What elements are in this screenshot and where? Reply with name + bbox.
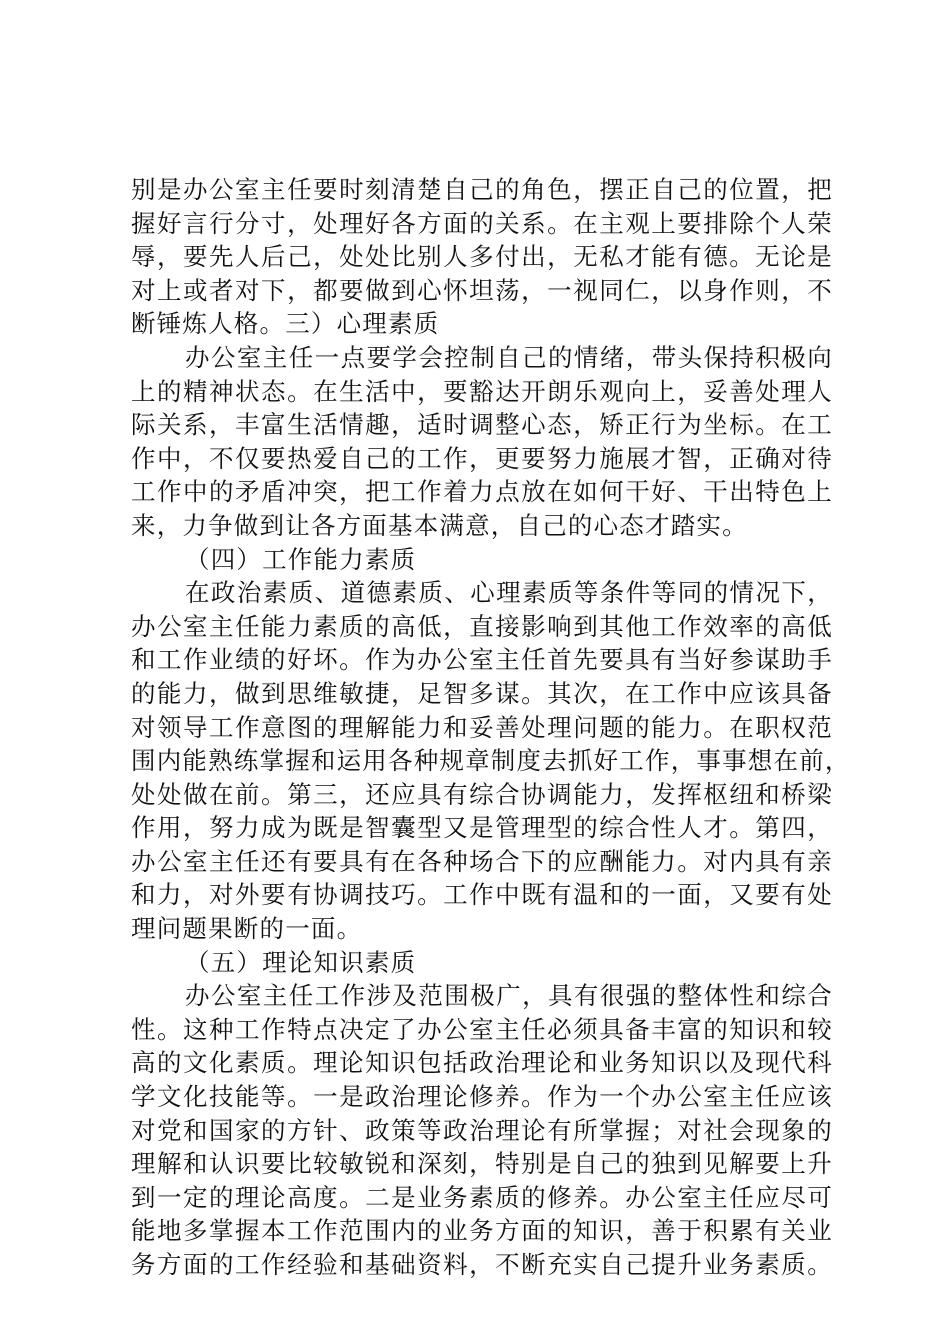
text-line: 对领导工作意图的理解能力和妥善处理问题的能力。在职权范 — [131, 712, 833, 742]
text-line: 理问题果断的一面。 — [131, 914, 363, 944]
text-line: 来，力争做到让各方面基本满意，自己的心态才踏实。 — [131, 510, 748, 540]
text-line: 际关系，丰富生活情趣，适时调整心态，矫正行为坐标。在工 — [131, 410, 833, 440]
text-line: 务方面的工作经验和基础资料，不断充实自己提升业务素质。 — [131, 1250, 833, 1279]
text-line: 能地多掌握本工作范围内的业务方面的知识，善于积累有关业 — [131, 1216, 833, 1246]
text-line: 办公室主任还有要具有在各种场合下的应酬能力。对内具有亲 — [131, 846, 833, 876]
text-line: 对上或者对下，都要做到心怀坦荡，一视同仁，以身作则，不 — [131, 275, 833, 305]
text-line: 作用，努力成为既是智囊型又是管理型的综合性人才。第四， — [131, 813, 833, 843]
paragraph-first-line: 在政治素质、道德素质、心理素质等条件等同的情况下， — [185, 578, 833, 608]
text-line: 工作中的矛盾冲突，把工作着力点放在如何干好、干出特色上 — [131, 477, 833, 507]
text-line: 学文化技能等。一是政治理论修养。作为一个办公室主任应该 — [131, 1082, 833, 1112]
text-line: 辱，要先人后己，处处比别人多付出，无私才能有德。无论是 — [131, 242, 833, 272]
paragraph-first-line: 办公室主任工作涉及范围极广，具有很强的整体性和综合 — [185, 981, 833, 1011]
text-line: 别是办公室主任要时刻清楚自己的角色，摆正自己的位置，把 — [131, 175, 833, 204]
text-line: 办公室主任能力素质的高低，直接影响到其他工作效率的高低 — [131, 611, 833, 641]
text-line: 处处做在前。第三，还应具有综合协调能力，发挥枢纽和桥梁 — [131, 779, 833, 809]
text-line: 到一定的理论高度。二是业务素质的修养。办公室主任应尽可 — [131, 1182, 833, 1212]
text-line: 握好言行分寸，处理好各方面的关系。在主观上要排除个人荣 — [131, 208, 833, 238]
body-text — [131, 173, 851, 1282]
text-line: 的能力，做到思维敏捷，足智多谋。其次，在工作中应该具备 — [131, 678, 833, 708]
text-line: 性。这种工作特点决定了办公室主任必须具备丰富的知识和较 — [131, 1014, 833, 1044]
text-line: 理解和认识要比较敏锐和深刻，特别是自己的独到见解要上升 — [131, 1149, 833, 1179]
section-heading: （四）工作能力素质 — [185, 544, 417, 574]
section-heading: （五）理论知识素质 — [185, 947, 417, 977]
text-line: 围内能熟练掌握和运用各种规章制度去抓好工作，事事想在前， — [131, 746, 851, 776]
text-line: 对党和国家的方针、政策等政治理论有所掌握；对社会现象的 — [131, 1115, 833, 1145]
text-line: 和工作业绩的好坏。作为办公室主任首先要具有当好参谋助手 — [131, 645, 833, 675]
paragraph-first-line: 办公室主任一点要学会控制自己的情绪，带头保持积极向 — [185, 342, 833, 372]
text-line: 高的文化素质。理论知识包括政治理论和业务知识以及现代科 — [131, 1048, 833, 1078]
text-line: 断锤炼人格。三）心理素质 — [131, 309, 440, 339]
text-line: 作中，不仅要热爱自己的工作，更要努力施展才智，正确对待 — [131, 443, 833, 473]
text-line: 和力，对外要有协调技巧。工作中既有温和的一面，又要有处 — [131, 880, 833, 910]
text-line: 上的精神状态。在生活中，要豁达开朗乐观向上，妥善处理人 — [131, 376, 833, 406]
